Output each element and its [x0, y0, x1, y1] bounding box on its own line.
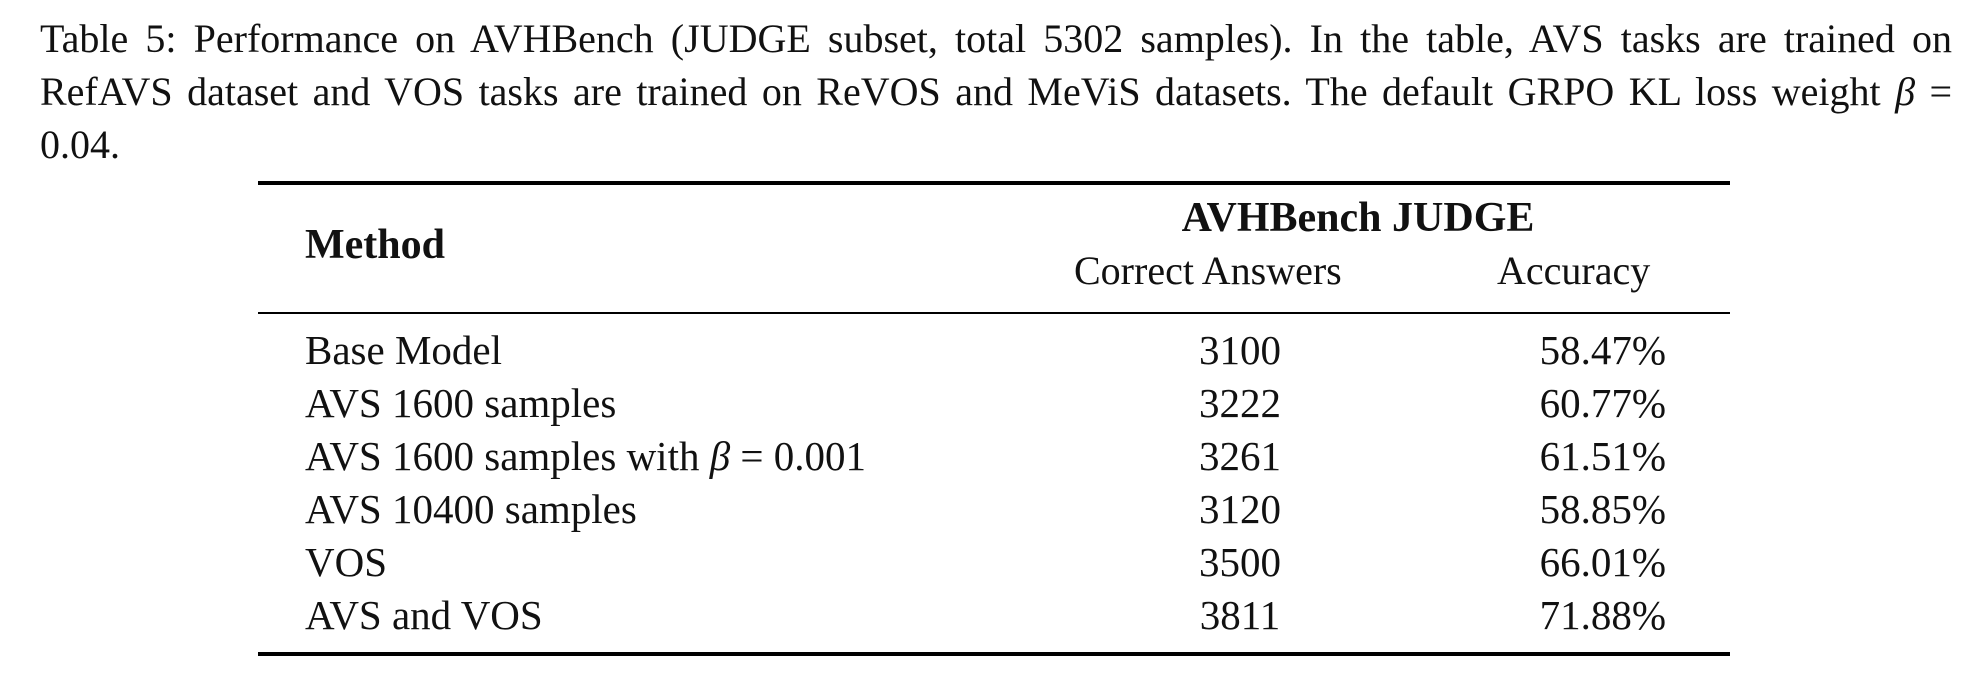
- accuracy-cell: 58.85%: [1539, 486, 1666, 532]
- bottom-rule: [258, 652, 1730, 656]
- caption-text: Table 5: Performance on AVHBench (JUDGE subset, total 5302 samples). In the table, AVS tasks are trained on RefAVS dataset and VOS tasks are trained on ReVOS and MeViS datasets. The default GRPO KL loss weight: [40, 16, 1952, 114]
- table-row: [0, 589, 1980, 642]
- correct-cell: 3500: [1199, 539, 1281, 585]
- correct-cell: 3261: [1199, 433, 1281, 479]
- correct-answers-header: Correct Answers: [1074, 248, 1342, 293]
- method-cell: AVS 1600 samples with β = 0.001: [305, 433, 867, 479]
- correct-cell: 3811: [1199, 592, 1281, 638]
- accuracy-cell: 60.77%: [1539, 380, 1666, 426]
- top-rule: [258, 181, 1730, 185]
- table-row: [0, 430, 1980, 483]
- method-cell: AVS 1600 samples: [305, 380, 617, 426]
- mid-rule: [258, 312, 1730, 314]
- caption-beta-value: = 0.04.: [40, 69, 1953, 167]
- accuracy-header: Accuracy: [1497, 248, 1651, 293]
- accuracy-cell: 61.51%: [1539, 433, 1666, 479]
- method-cell: Base Model: [305, 327, 502, 373]
- table-row: [0, 324, 1980, 377]
- table-row: [0, 536, 1980, 589]
- method-header: Method: [305, 222, 445, 268]
- method-cell: AVS and VOS: [305, 592, 543, 638]
- table-row: [0, 377, 1980, 430]
- correct-cell: 3222: [1199, 380, 1281, 426]
- accuracy-cell: 71.88%: [1539, 592, 1666, 638]
- table-row: [0, 483, 1980, 536]
- method-cell: AVS 10400 samples: [305, 486, 637, 532]
- accuracy-cell: 66.01%: [1539, 539, 1666, 585]
- accuracy-cell: 58.47%: [1539, 327, 1666, 373]
- table-caption: [40, 12, 1952, 171]
- correct-cell: 3120: [1199, 486, 1281, 532]
- method-cell: VOS: [305, 539, 388, 585]
- correct-cell: 3100: [1199, 327, 1281, 373]
- beta-symbol: β: [1895, 69, 1915, 114]
- avhbench-judge-header: AVHBench JUDGE: [1181, 195, 1535, 241]
- beta-symbol: β: [709, 433, 731, 479]
